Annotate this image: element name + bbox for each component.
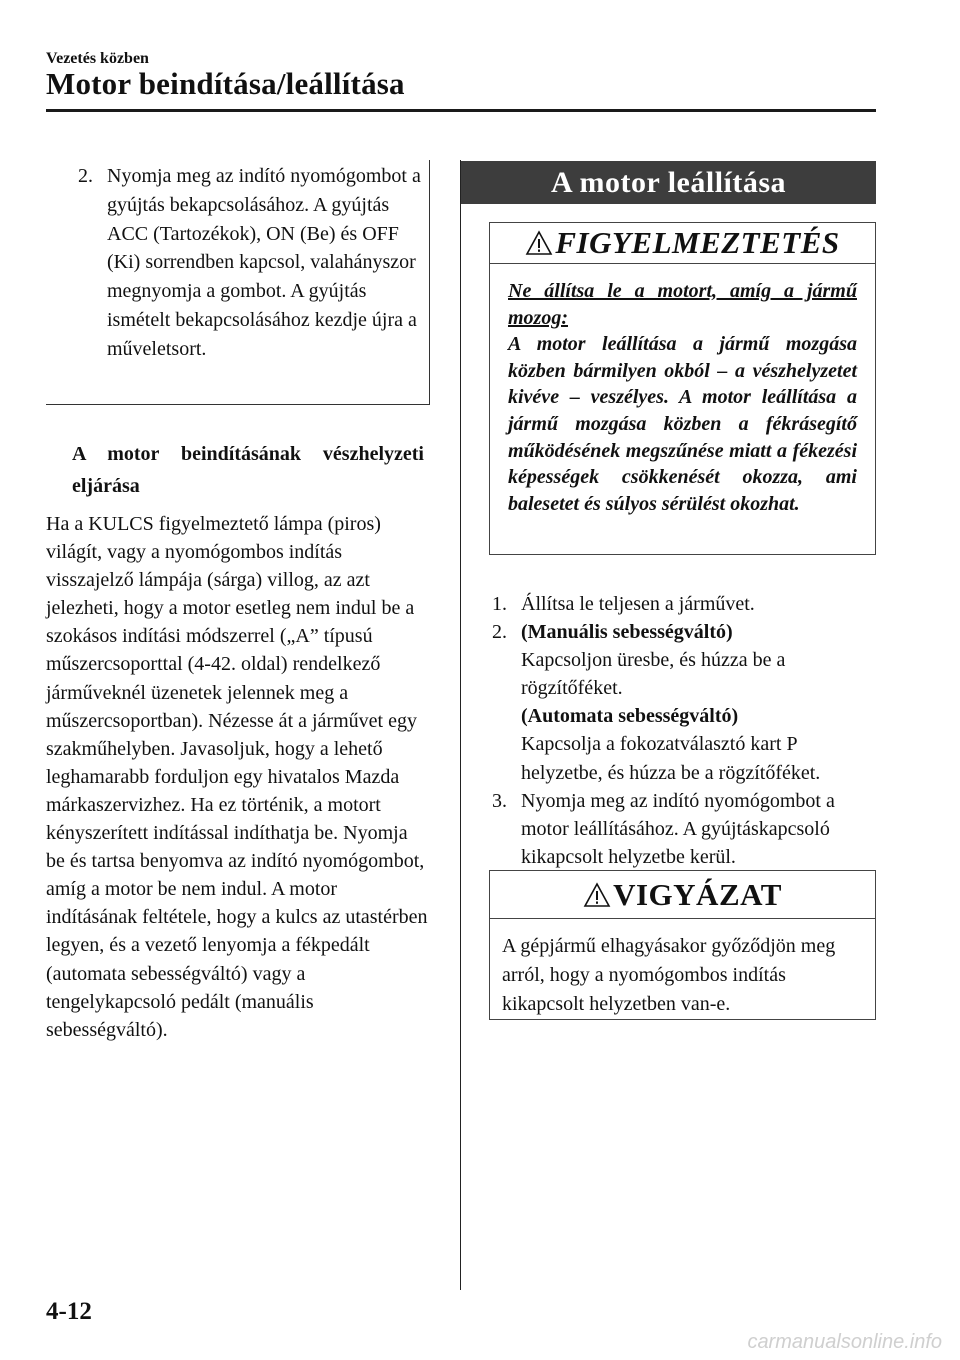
warning-triangle-icon — [583, 882, 611, 908]
emergency-start-paragraph: Ha a KULCS figyelmeztető lámpa (piros) világít, vagy a nyomógombos indítás visszajelző lámpája (sárga) villog, az azt jelezheti, hogy a motor esetleg nem indul be a szokásos indítási módszerrel („A” típusú műszercsoporttal (4-42. oldal) rendelkező járműveknél üzenetek jelennek meg a műszercsoportban). Nézesse át a járművet egy szakműhelyben. Javasoljuk, hogy a lehető leghamarabb forduljon egy hivatalos Mazda márkaszervizhez. Ha ez történik, a motort kényszerített indítással indíthatja be. Nyomja be és tartsa benyomva az indító nyomógombot, amíg a motor be nem indul. A motor indításának feltétele, hogy a kulcs az utastérben legyen, és a vezető lenyomja a fékpedált (automata sebességváltó) vagy a tengelykapcsoló pedált (manuális sebességváltó). — [46, 513, 428, 1041]
step-box — [46, 160, 430, 405]
list-item-text: Nyomja meg az indító nyomógombot a motor leállításához. A gyújtáskapcsoló kikapcsolt helyzetbe kerül. — [521, 789, 835, 868]
step-text: Nyomja meg az indító nyomógombot a gyújtás bekapcsolásához. A gyújtás ACC (Tartozékok), ON (Be) és OFF (Ki) sorrendben kapcsol, valahányszor megnyomja a gombot. A gyújtás ismételt bekapcsolásához kezdje újra a műveletsort. — [107, 165, 421, 360]
step-number: 2. — [78, 165, 93, 187]
warning-header — [490, 223, 875, 264]
warning-box — [489, 222, 876, 555]
warning-triangle-icon — [525, 230, 553, 256]
stop-steps-list — [492, 590, 876, 871]
list-item-number: 2. — [492, 621, 507, 644]
warning-label: FIGYELMEZTETÉS — [555, 225, 840, 260]
caution-box — [489, 870, 876, 1020]
page-number: 4-12 — [46, 1298, 92, 1325]
list-item — [492, 787, 876, 871]
header-rule — [46, 109, 876, 112]
list-item — [492, 590, 876, 618]
auto-label: (Automata sebességváltó) — [521, 705, 739, 728]
caution-label: VIGYÁZAT — [613, 876, 782, 912]
manual-label: (Manuális sebességváltó) — [521, 621, 733, 644]
warning-text: A motor leállítása a jármű mozgása közben bármilyen okból – a vészhelyzetet kivéve – veszélyes. A motor leállítása a jármű mozgása közben a fékrásegítő működésének megszűnése miatt a fékezési képességek csökkenését okozza, ami balesetet és súlyos sérülést okozhat. — [508, 333, 857, 515]
watermark: carmanualsonline.info — [747, 1331, 942, 1353]
column-divider — [460, 160, 461, 1290]
list-item-number: 1. — [492, 593, 507, 615]
warning-body — [490, 264, 875, 517]
section-label: Vezetés közben — [46, 50, 149, 67]
auto-text: Kapcsolja a fokozatválasztó kart P helyzetbe, és húzza be a rögzítőféket. — [521, 733, 821, 784]
section-heading: A motor leállítása — [461, 161, 876, 204]
list-item-number: 3. — [492, 789, 507, 812]
warning-underlined-text: Ne állítsa le a motort, amíg a jármű mozog: — [508, 280, 857, 329]
list-item — [492, 618, 876, 787]
manual-text: Kapcsoljon üresbe, és húzza be a rögzítőféket. — [521, 649, 786, 700]
emergency-start-heading: A motor beindításának vészhelyzeti eljárása — [72, 443, 424, 497]
page-title: Motor beindítása/leállítása — [46, 66, 405, 101]
caution-header — [490, 871, 875, 919]
step-item — [78, 162, 423, 364]
caution-text: A gépjármű elhagyásakor győződjön meg arról, hogy a nyomógombos indítás kikapcsolt helyzetben van-e. — [502, 935, 836, 1015]
list-item-text: Állítsa le teljesen a járművet. — [521, 593, 755, 615]
